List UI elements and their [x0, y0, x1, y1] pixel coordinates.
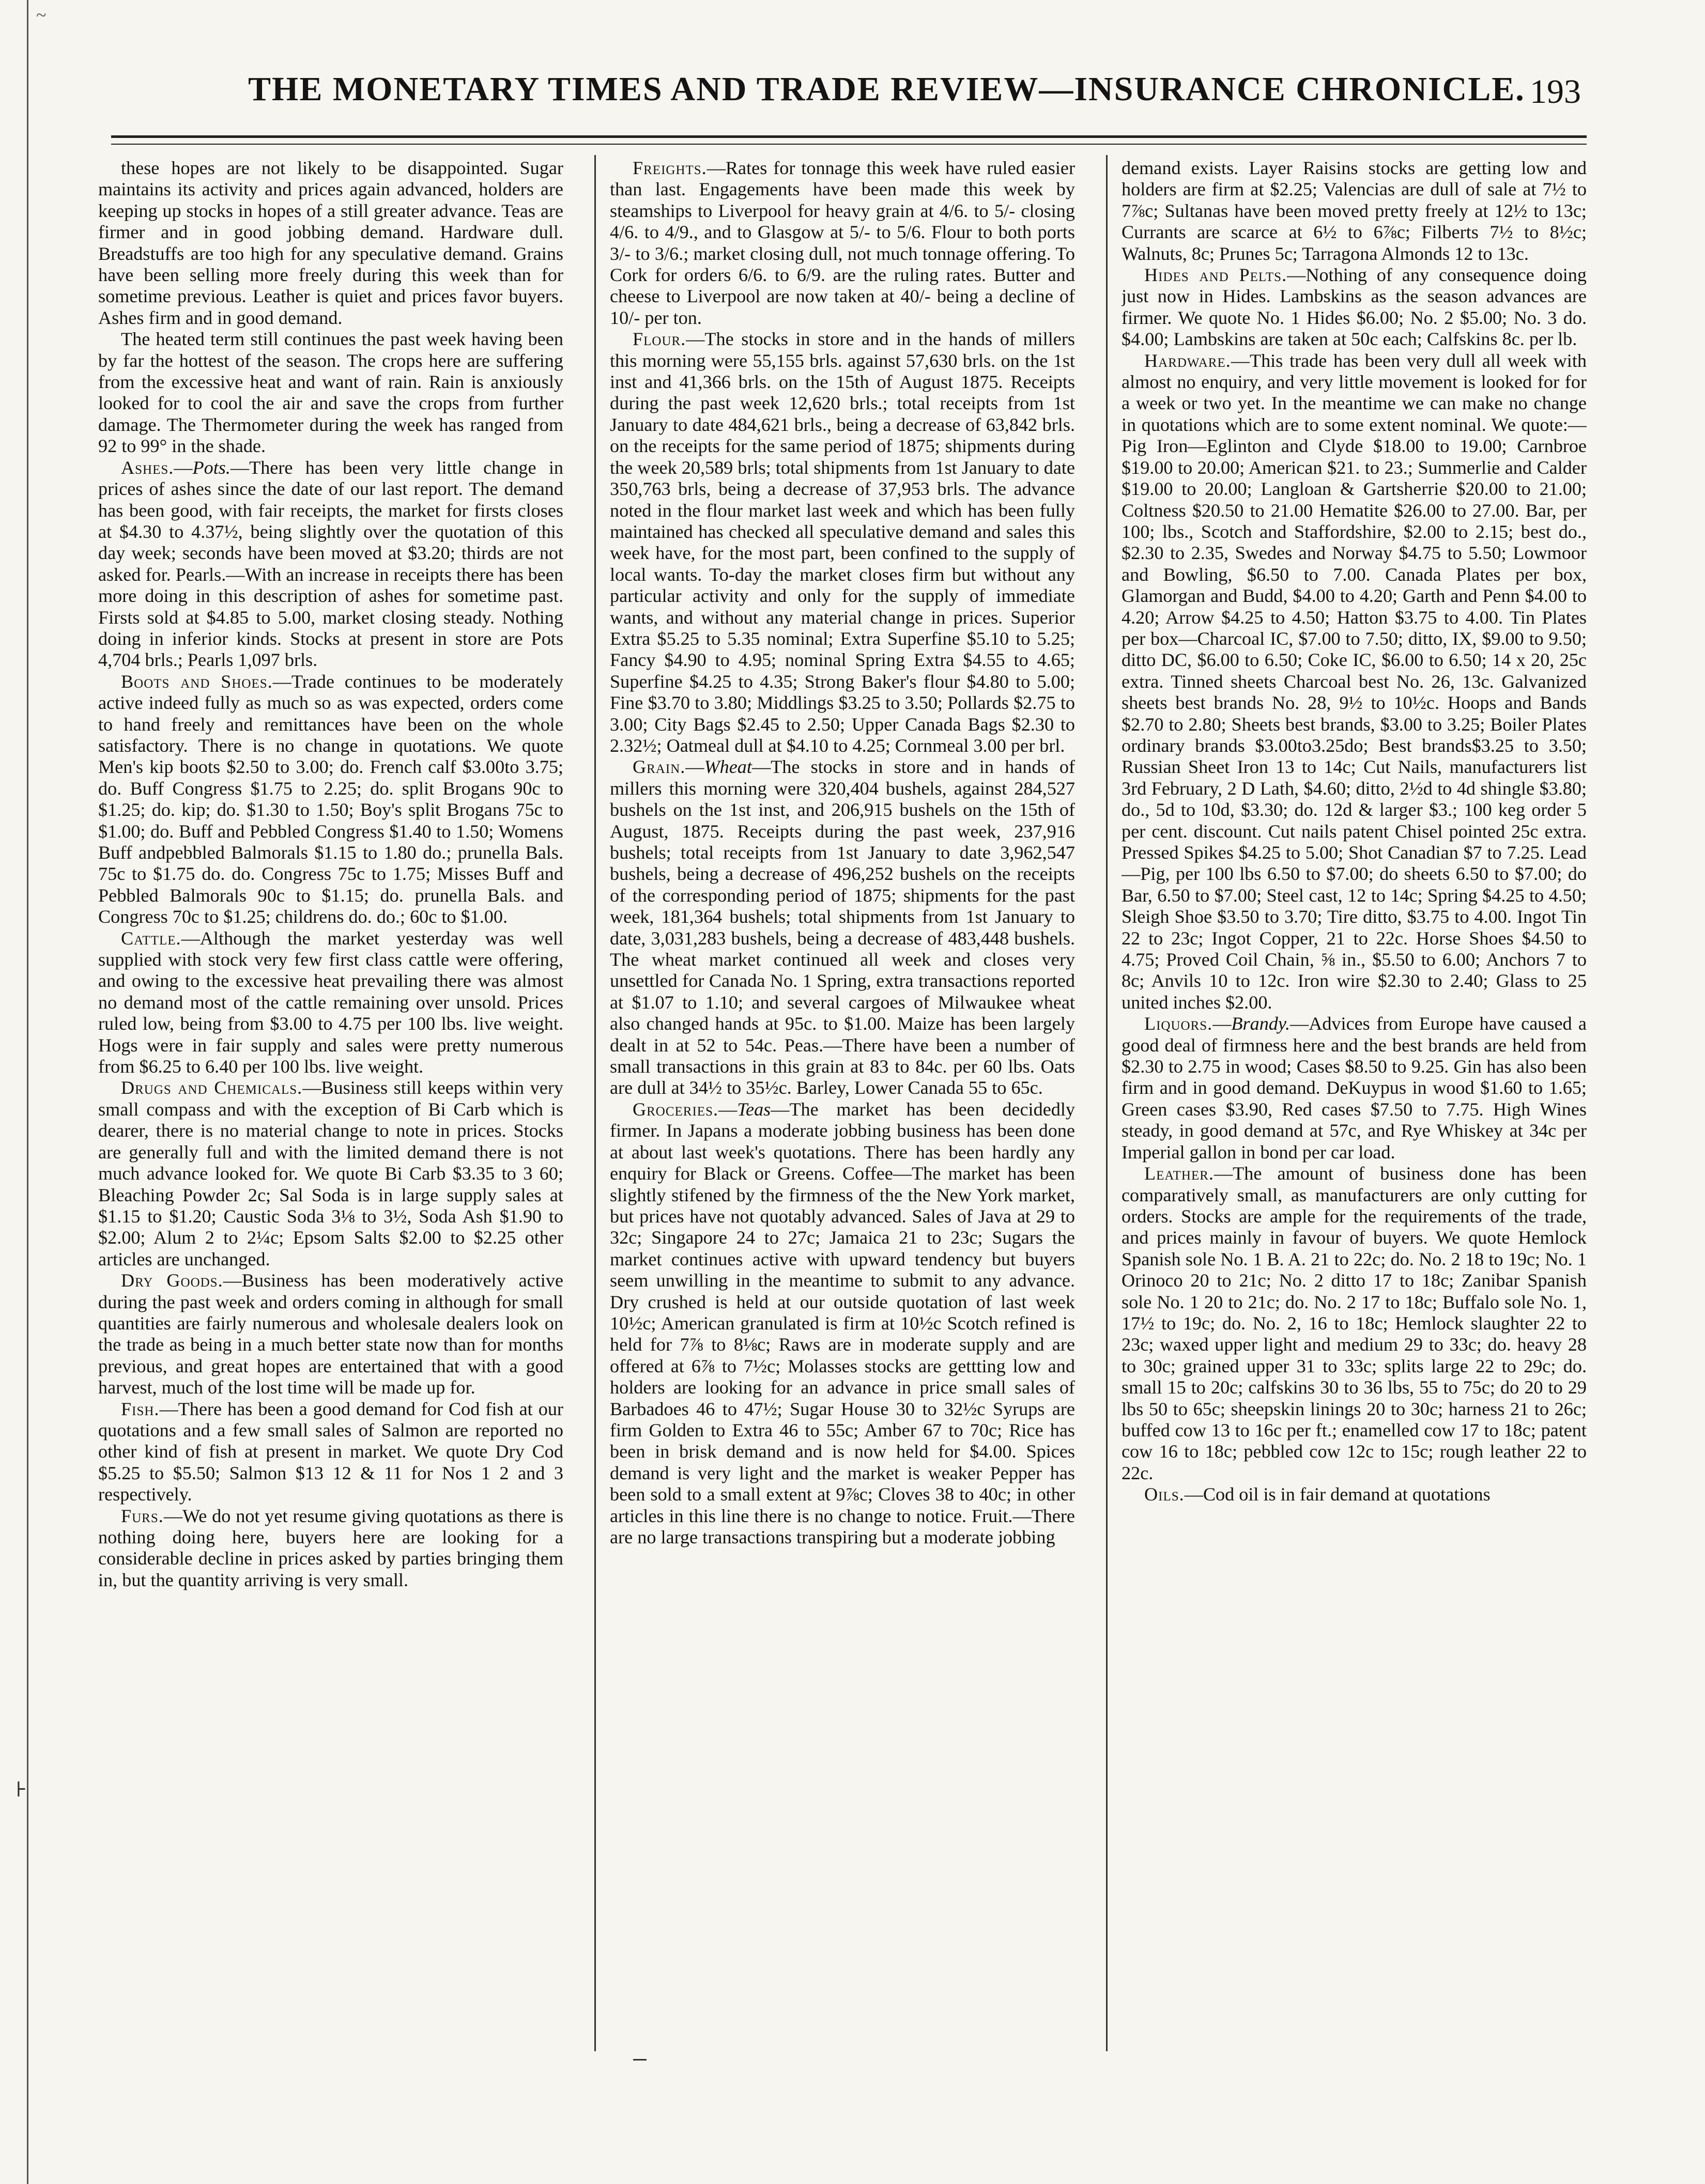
section-heading: Hides and Pelts. [1144, 265, 1287, 286]
column-1 [98, 158, 563, 2069]
page-number: 193 [1530, 73, 1581, 111]
section-heading: Fish. [121, 1398, 160, 1419]
section-subheading: Pots. [192, 457, 231, 478]
binding-edge-line [27, 0, 28, 2184]
paragraph-text: —There has been a good demand for Cod fish at our quotations and a few small sales of Salmon are reported no other kind of fish at present in market. We quote Dry Cod $5.25 to $5.50; Salmon $13 12 & 11 for Nos 1 2 and 3 respectively. [98, 1398, 563, 1505]
paragraph-text: —Trade continues to be moderately active indeed fully as much so as was expected, orders come to hand freely and remittances have been on the whole satisfactory. There is no change in quotations. We quote Men's kip boots $2.50 to 3.00; do. French calf $3.00to 3.75; do. Buff Congress $1.75 to 2.25; do. split Brogans 90c to $1.25; do. kip; do. $1.30 to 1.50; Boy's split Brogans 75c to $1.00; do. Buff and Pebbled Congress $1.40 to 1.50; Womens Buff andpebbled Balmorals $1.15 to 1.80 do.; prunella Bals. 75c to $1.75 do. do. Congress 75c to 1.75; Misses Buff and Pebbled Balmorals 90c to $1.15; do. prunella Bals. and Congress 70c to $1.25; childrens do. do.; 60c to $1.00. [98, 671, 563, 927]
article-paragraph: Grain.—Wheat—The stocks in store and in hands of millers this morning were 320,404 bushels, against 284,527 bushels on the 1st inst, and 206,915 bushels on the 15th of August, 1875. Receipts during the past week, 237,916 bushels; total receipts from 1st January to date 3,962,547 bushels, being a decrease of 496,252 bushels on the receipts of the corresponding period of 1875; shipments for the past week, 181,364 bushels; total shipments from 1st January to date, 3,031,283 bushels, being a decrease of 483,448 bushels. The wheat market continued all week and closes very unsettled for Canada No. 1 Spring, extra transactions reported at $1.07 to 1.10; and several cargoes of Milwaukee wheat also changed hands at 95c. to $1.00. Maize has been largely dealt in at 52 to 54c. Peas.—There have been a number of small transactions in this grain at 83 to 84c. per 60 lbs. Oats are dull at 34½ to 35½c. Barley, Lower Canada 55 to 65c. [610, 756, 1075, 1098]
article-paragraph [98, 1506, 563, 1591]
section-heading: Dry Goods. [121, 1270, 223, 1291]
section-heading: Boots and Shoes. [121, 671, 273, 692]
section-heading: Freights. [633, 158, 707, 178]
paragraph-text: —Advices from Europe have caused a good deal of firmness here and the best brands are held from $2.30 to 2.75 in wood; Cases $8.50 to 9.25. Gin has also been firm and in good demand. DeKuypus in wood $1.60 to 1.65; Green cases $3.90, Red cases $7.50 to 7.75. High Wines steady, in good demand at 57c, and Rye Whiskey at 34c per Imperial gallon in bond per car load. [1122, 1013, 1587, 1163]
paragraph-text: demand exists. Layer Raisins stocks are getting low and holders are firm at $2.25; Valencias are dull of sale at 7½ to 7⅞c; Sultanas have been moved pretty freely at 12½ to 13c; Currants are scarce at 6½ to 6⅞c; Filberts 7½ to 8½c; Walnuts, 8c; Prunes 5c; Tarragona Almonds 12 to 13c. [1122, 158, 1587, 264]
section-subheading: Teas [737, 1098, 771, 1120]
article-paragraph [1122, 265, 1587, 350]
article-paragraph [610, 329, 1075, 756]
paragraph-text: —The amount of business done has been comparatively small, as manufacturers are only cutting for orders. Stocks are ample for the requirements of the trade, and prices mainly in favour of buyers. We quote Hemlock Spanish sole No. 1 B. A. 21 to 22c; do. No. 2 18 to 19c; No. 1 Orinoco 20 to 21c; No. 2 ditto 17 to 18c; Zanibar Spanish sole No. 1 20 to 21c; do. No. 2 17 to 18c; Buffalo sole No. 1, 17½ to 19c; do. No. 2, 16 to 18c; Hemlock slaughter 22 to 23c; waxed upper light and medium 29 to 33c; do. heavy 28 to 30c; grained upper 31 to 33c; splits large 22 to 29c; do. small 15 to 20c; calfskins 30 to 36 lbs, 55 to 75c; do 20 to 29 lbs 50 to 65c; sheepskin linings 20 to 30c; harness 21 to 26c; buffed cow 13 to 16c per ft.; enamelled cow 17 to 18c; patent cow 16 to 18c; pebbled cow 12c to 15c; rough leather 22 to 22c. [1122, 1163, 1587, 1483]
paragraph-text: —Although the market yesterday was well supplied with stock very few first class cattle were offering, and owing to the excessive heat prevailing there was almost no demand most of the cattle remaining over unsold. Prices ruled low, being from $3.00 to 4.75 per 100 lbs. live weight. Hogs were in fair supply and sales were pretty numerous from $6.25 to 6.40 per 100 lbs. live weight. [98, 927, 563, 1077]
article-paragraph [98, 158, 563, 329]
article-paragraph [98, 1399, 563, 1506]
column-2 [610, 158, 1075, 2069]
section-heading: Groceries. [633, 1098, 719, 1120]
paragraph-text: —Business still keeps within very small compass and with the exception of Bi Carb which is dearer, there is no material change to note in prices. Stocks are generally full and with the limited demand there is not much advance looked for. We quote Bi Carb $3.35 to 3 60; Bleaching Powder 2c; Sal Soda is in large supply sales at $1.15 to $1.20; Caustic Soda 3⅛ to 3½, Soda Ash $1.90 to $2.00; Alum 2 to 2¼c; Epsom Salts $2.00 to $2.25 other articles are unchanged. [98, 1077, 563, 1269]
article-paragraph [98, 1077, 563, 1270]
paragraph-text: —Business has been moderatively active during the past week and orders coming in although for small quantities are fairly numerous and wholesale dealers look on the trade as being in a much better state now than for months previous, and great hopes are entertained that with a good harvest, much of the lost time will be made up for. [98, 1270, 563, 1398]
section-heading: Leather. [1144, 1163, 1214, 1184]
column-3 [1122, 158, 1587, 2069]
article-paragraph [1122, 1163, 1587, 1484]
section-heading: Hardware. [1144, 350, 1231, 371]
paragraph-text: —The market has been decidedly firmer. In Japans a moderate jobbing business has been done at about last week's quotations. There has been hardly any enquiry for Black or Greens. Coffee—The market has been slightly stifened by the firmness of the the New York market, but prices have not quotably advanced. Sales of Java at 29 to 32c; Singapore 24 to 27c; Jamaica 21 to 23c; Sugars the market continues active with upward tendency but buyers seem unwilling in the meantime to submit to any advance. Dry crushed is held at our outside quotation of last week 10½c; American granulated is firm at 10½c Scotch refined is held for 7⅞ to 8⅛c; Raws are in moderate supply and are offered at 6⅞ to 7½c; Molasses stocks are gettting low and holders are looking for an advance in price small sales of Barbadoes 46 to 47½; Sugar House 30 to 32½c Syrups are firm Golden to Extra 46 to 55c; Amber 67 to 70c; Rice has been in brisk demand and is now held for $4.00. Spices demand is very light and the market is weaker Pepper has been sold to a small extent at 9⅞c; Cloves 38 to 40c; in other articles in this line there is no change to notice. Fruit.—There are no large transactions transpiring but a moderate jobbing [610, 1098, 1075, 1547]
header-rule-thin [111, 144, 1587, 145]
article-paragraph [610, 158, 1075, 329]
page-header-title: THE MONETARY TIMES AND TRADE REVIEW—INSURANCE CHRONICLE. [248, 70, 1525, 108]
paragraph-text: —The stocks in store and in hands of millers this morning were 320,404 bushels, against 284,527 bushels on the 1st inst, and 206,915 bushels on the 15th of August, 1875. Receipts during the past week, 237,916 bushels; total receipts from 1st January to date 3,962,547 bushels, being a decrease of 496,252 bushels on the receipts of the corresponding period of 1875; shipments for the past week, 181,364 bushels; total shipments from 1st January to date, 3,031,283 bushels, being a decrease of 483,448 bushels. The wheat market continued all week and closes very unsettled for Canada No. 1 Spring, extra transactions reported at $1.07 to 1.10; and several cargoes of Milwaukee wheat also changed hands at 95c. to $1.00. Maize has been largely dealt in at 52 to 54c. Peas.—There have been a number of small transactions in this grain at 83 to 84c. per 60 lbs. Oats are dull at 34½ to 35½c. Barley, Lower Canada 55 to 65c. [610, 756, 1075, 1098]
paragraph-text: —We do not yet resume giving quotations as there is nothing doing here, buyers here are looking for a considerable decline in prices asked by parties bringing them in, but the quantity arriving is very small. [98, 1505, 563, 1590]
section-heading: Flour. [633, 329, 686, 350]
section-heading: Liquors. [1144, 1013, 1213, 1034]
paragraph-text: —Rates for tonnage this week have ruled easier than last. Engagements have been made this week by steamships to Liverpool for heavy grain at 4/6. to 5/- closing 4/6. to 4/9., and to Glasgow at 5/- to 5/6. Flour to both ports 3/- to 3/6.; market closing dull, not much tonnage offering. To Cork for orders 6/6. to 6/9. are the ruling rates. Butter and cheese to Liverpool are now taken at 40/- being a decline of 10/- per ton. [610, 158, 1075, 328]
article-paragraph: Ashes.—Pots.—There has been very little change in prices of ashes since the date of our last report. The demand has been good, with fair receipts, the market for firsts closes at $4.30 to 4.37½, being slightly over the quotation of this day week; seconds have been moved at $3.20; thirds are not asked for. Pearls.—With an increase in receipts there has been more doing in this description of ashes for sometime past. Firsts sold at $4.85 to 5.00, market closing steady. Nothing doing in inferior kinds. Stocks at present in store are Pots 4,704 brls.; Pearls 1,097 brls. [98, 457, 563, 671]
paragraph-text: —Cod oil is in fair demand at quotations [1184, 1484, 1491, 1505]
article-paragraph [1122, 158, 1587, 265]
paragraph-text: these hopes are not likely to be disappointed. Sugar maintains its activity and prices again advanced, holders are keeping up stocks in hopes of a still greater advance. Teas are firmer and in good jobbing demand. Hardware dull. Breadstuffs are too high for any speculative demand. Grains have been selling more freely during this week than for sometime previous. Leather is quiet and prices favor buyers. Ashes firm and in good demand. [98, 158, 563, 328]
article-paragraph [98, 329, 563, 457]
section-heading: Grain. [633, 756, 686, 778]
paragraph-text: —The stocks in store and in the hands of millers this morning were 55,155 brls. against 57,630 brls. on the 1st inst and 41,366 brls. on the 15th of August 1875. Receipts during the past week 12,620 brls.; total receipts from 1st January to date 484,621 brls., being a decrease of 63,842 brls. on the receipts for the same period of 1875; shipments during the week 20,589 brls; total shipments from 1st January to date 350,763 brls, being a decrease of 37,953 brls. The advance noted in the flour market last week and which has been fully maintained has checked all speculative demand and sales this week have, for the most part, been confined to the supply of local wants. To-day the market closes firm but without any particular activity and only for the supply of immediate wants, and without any material change in prices. Superior Extra $5.25 to 5.35 nominal; Extra Superfine $5.10 to 5.25; Fancy $4.90 to 4.95; nominal Spring Extra $4.55 to 4.65; Superfine $4.25 to 4.35; Strong Baker's flour $4.80 to 5.00; Fine $3.70 to 3.80; Middlings $3.25 to 3.50; Pollards $2.75 to 3.00; City Bags $2.45 to 2.50; Upper Canada Bags $2.30 to 2.32½; Oatmeal dull at $4.10 to 4.25; Cornmeal 3.00 per brl. [610, 329, 1075, 756]
section-heading: Drugs and Chemicals. [121, 1077, 303, 1098]
paragraph-text: The heated term still continues the past week having been by far the hottest of the season. The crops here are suffering from the excessive heat and want of rain. Rain is anxiously looked for to cool the air and save the crops from further damage. The Thermometer during the week has ranged from 92 to 99° in the shade. [98, 329, 563, 457]
article-paragraph [1122, 350, 1587, 1014]
section-heading: Cattle. [121, 927, 181, 949]
article-paragraph: Groceries.—Teas—The market has been decidedly firmer. In Japans a moderate jobbing business has been done at about last week's quotations. There has been hardly any enquiry for Black or Greens. Coffee—The market has been slightly stifened by the firmness of the the New York market, but prices have not quotably advanced. Sales of Java at 29 to 32c; Singapore 24 to 27c; Jamaica 21 to 23c; Sugars the market continues active with upward tendency but buyers seem unwilling in the meantime to submit to any advance. Dry crushed is held at our outside quotation of last week 10½c; American granulated is firm at 10½c Scotch refined is held for 7⅞ to 8⅛c; Raws are in moderate supply and are offered at 6⅞ to 7½c; Molasses stocks are gettting low and holders are looking for an advance in price small sales of Barbadoes 46 to 47½; Sugar House 30 to 32½c Syrups are firm Golden to Extra 46 to 55c; Amber 67 to 70c; Rice has been in brisk demand and is now held for $4.00. Spices demand is very light and the market is weaker Pepper has been sold to a small extent at 9⅞c; Cloves 38 to 40c; in other articles in this line there is no change to notice. Fruit.—There are no large transactions transpiring but a moderate jobbing [610, 1098, 1075, 1547]
margin-mark: ⊦ [16, 1778, 27, 1801]
paragraph-text: —There has been very little change in prices of ashes since the date of our last report. The demand has been good, with fair receipts, the market for firsts closes at $4.30 to 4.37½, being slightly over the quotation of this day week; seconds have been moved at $3.20; thirds are not asked for. Pearls.—With an increase in receipts there has been more doing in this description of ashes for sometime past. Firsts sold at $4.85 to 5.00, market closing steady. Nothing doing in inferior kinds. Stocks at present in store are Pots 4,704 brls.; Pearls 1,097 brls. [98, 457, 563, 671]
section-subheading: Brandy. [1231, 1013, 1290, 1034]
section-heading: Oils. [1144, 1484, 1185, 1505]
column-divider-2 [1106, 155, 1108, 2051]
article-paragraph: Liquors.—Brandy.—Advices from Europe have caused a good deal of firmness here and the best brands are held from $2.30 to 2.75 in wood; Cases $8.50 to 9.25. Gin has also been firm and in good demand. DeKuypus in wood $1.60 to 1.65; Green cases $3.90, Red cases $7.50 to 7.75. High Wines steady, in good demand at 57c, and Rye Whiskey at 34c per Imperial gallon in bond per car load. [1122, 1013, 1587, 1163]
article-paragraph [1122, 1484, 1587, 1505]
section-subheading: Wheat [704, 756, 752, 778]
corner-mark: ~ [36, 5, 47, 25]
article-paragraph [98, 1270, 563, 1398]
section-heading: Furs. [121, 1505, 164, 1526]
article-paragraph [98, 928, 563, 1078]
column-divider-1 [594, 155, 596, 2051]
article-paragraph [98, 671, 563, 928]
paragraph-text: —This trade has been very dull all week with almost no enquiry, and very little movement is looked for for a week or two yet. In the meantime we can make no change in quotations which are to some extent nominal. We quote:—Pig Iron—Eglinton and Clyde $18.00 to 19.00; Carnbroe $19.00 to 20.00; American $21. to 23.; Summerlie and Calder $19.00 to 20.00; Langloan & Gartsherrie $20.00 to 21.00; Coltness $20.50 to 21.00 Hematite $26.00 to 27.00. Bar, per 100; lbs., Scotch and Staffordshire, $2.00 to 2.15; best do., $2.30 to 2.35, Swedes and Norway $4.75 to 5.50; Lowmoor and Bowling, $6.50 to 7.00. Canada Plates per box, Glamorgan and Budd, $4.00 to 4.20; Garth and Penn $4.00 to 4.20; Arrow $4.25 to 4.50; Hatton $3.75 to 4.00. Tin Plates per box—Charcoal IC, $7.00 to 7.50; ditto, IX, $9.00 to 9.50; ditto DC, $6.00 to 6.50; Coke IC, $6.00 to 6.50; 14 x 20, 25c extra. Tinned sheets Charcoal best No. 26, 13c. Galvanized sheets best brands No. 28, 9½ to 10½c. Hoops and Bands $2.70 to 2.80; Sheets best brands, $3.00 to 3.25; Boiler Plates ordinary brands $3.00to3.25do; Best brands$3.25 to 3.50; Russian Sheet Iron 13 to 14c; Cut Nails, manufacturers list 3rd February, 2 D Lath, $4.60; ditto, 2½d to 4d shingle $3.80; do., 5d to 10d, $3.30; do. 12d & larger $3.; 100 keg order 5 per cent. discount. Cut nails patent Chisel pointed 25c extra. Pressed Spikes $4.25 to 5.00; Shot Canadian $7 to 7.25. Lead—Pig, per 100 lbs 6.50 to $7.00; do sheets 6.50 to $7.00; do Bar, 6.50 to $7.00; Steel cast, 12 to 14c; Spring $4.25 to 4.50; Sleigh Shoe $3.50 to 3.70; Tire ditto, $3.75 to 4.00. Ingot Tin 22 to 23c; Ingot Copper, 21 to 22c. Horse Shoes $4.50 to 4.75; Proved Coil Chain, ⅝ in., $5.50 to 6.00; Anchors 7 to 8c; Anvils 10 to 12c. Iron wire $2.30 to 2.40; Glass to 25 united inches $2.00. [1122, 350, 1587, 1013]
paragraph-text: —Nothing of any consequence doing just now in Hides. Lambskins as the season advances are firmer. We quote No. 1 Hides $6.00; No. 2 $5.00; No. 3 do. $4.00; Lambskins are taken at 50c each; Calfskins 8c. per lb. [1122, 265, 1587, 350]
header-rule-thick [111, 135, 1587, 138]
column-end-dash [633, 2059, 647, 2061]
section-heading: Ashes. [121, 457, 174, 478]
